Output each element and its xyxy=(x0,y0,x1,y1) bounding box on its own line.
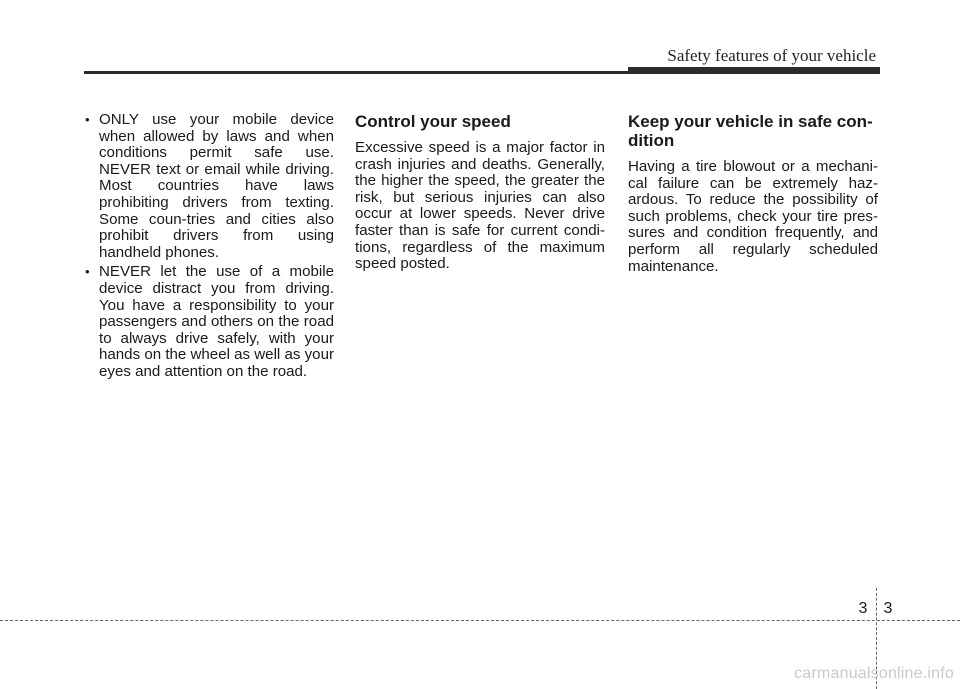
watermark: carmanualsonline.info xyxy=(794,665,954,682)
bullet-icon: • xyxy=(85,264,90,280)
footer-dashed-rule xyxy=(0,620,960,621)
header-rule xyxy=(84,71,880,74)
section-body-condition: Having a tire blowout or a mechani-cal failure can be extremely haz-ardous. To reduce the possibility of such problems, check your tire pres-sures and condition frequently, and perform all regularly scheduled maintenance. xyxy=(628,158,878,275)
column-left xyxy=(84,112,334,384)
column-middle xyxy=(355,112,605,273)
page-number: 3 xyxy=(883,600,893,617)
bullet-list xyxy=(84,112,334,381)
section-heading-condition: Keep your vehicle in safe con-dition xyxy=(628,112,873,150)
section-body-speed: Excessive speed is a major factor in crash injuries and deaths. Generally, the higher the speed, the greater the risk, but serious injuries can also occur at lower speeds. Never drive faster than is safe for current condi-tions, regardless of the maximum speed posted. xyxy=(355,139,605,273)
column-right xyxy=(628,112,878,275)
list-item-text: ONLY use your mobile device when allowed by laws and when conditions permit safe use. NEVER text or email while driving. Most countries have laws prohibiting drivers from texting. Some coun-tries and cities also prohibit drivers from using handheld phones. xyxy=(99,111,334,261)
chapter-number: 3 xyxy=(858,600,868,617)
list-item xyxy=(84,264,334,380)
section-heading-speed: Control your speed xyxy=(355,112,511,131)
section-title: Safety features of your vehicle xyxy=(667,46,876,65)
list-item-text: NEVER let the use of a mobile device distract you from driving. You have a responsibility to your passengers and others on the road to always drive safely, with your hands on the wheel as well as your eyes and attention on the road. xyxy=(99,263,334,380)
bullet-icon: • xyxy=(85,112,90,127)
list-item xyxy=(84,112,334,261)
